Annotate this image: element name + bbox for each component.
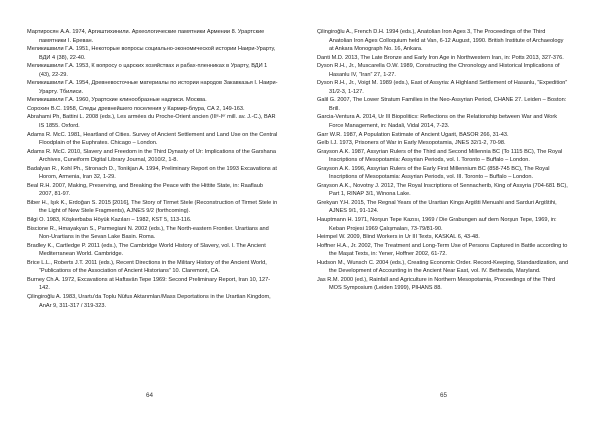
bibliography-entry: Меликишвили Г.А. 1960, Урартские клинообразные надписи. Москва. <box>27 97 207 104</box>
page-number: 64 <box>146 392 154 399</box>
bibliography-entry: Danti M.D. 2013, The Late Bronze and Early Iron Age in Northwestern Iran, in: Potts 2013, 327-376. <box>317 54 564 61</box>
bibliography-entry: Dyson R.H., Jr., Muscarella O.W. 1989, Constructing the Chronology and Historical Implications of Hasanlu IV, “Iran” 27, 1-27. <box>317 63 560 78</box>
bibliography-entry: Adams R. McC. 2010, Slavery and Freedom in the Third Dynasty of Ur: Implications of the Garshana Archives, Cuneiform Digital Library Journal, 2010/2, 1-8. <box>27 148 276 164</box>
bibliography-entry: Grayson A.K., Novotny J. 2012, The Royal Inscriptions of Sennacherib, King of Assyria (704-681 BC), Part 1, RINAP 3/1, Winona Lake. <box>317 182 568 198</box>
right-page <box>300 0 600 425</box>
bibliography-entry: Jas R.M. 2000 (ed.), Rainfall and Agriculture in Northern Mesopotamia, Proceedings of the Third MOS Symposium (Leiden 1999), PIHANS 88. <box>317 276 556 292</box>
bibliography-entry: Меликишвили Г.А. 1953, К вопросу о царских хозяйствах и рабах-пленниках в Урарту, ВДИ 1 (43), 22-29. <box>27 63 268 78</box>
bibliography-entry: Grekyan Y.H. 2015, The Regnal Years of the Urartian Kings Argišti Menuahi and Sarduri Argištihi, AJNES 9/1, 91-124. <box>317 199 557 215</box>
bibliography-entry: Hauptmann H. 1971, Norşun Tepe Kazısı, 1969 / Die Grabungen auf dem Norşun Tepe, 1969, in: Keban Projesi 1969 Çalışmaları, 73-79/81-90. <box>317 217 557 232</box>
bibliography-entry: Brice L.L., Roberts J.T. 2011 (eds.), Recent Directions in the Military History of the Ancient World, “Publications of the Association of Ancient Historians” 10. Claremont, CA. <box>27 259 267 275</box>
bibliography-entry: Badalyan R., Kohl Ph., Stronach D., Tonikjan A. 1994, Preliminary Report on the 1993 Excavations at Horom, Armenia, Iran 32, 1-29. <box>27 165 277 181</box>
bibliography-entry: Gelb I.J. 1973, Prisoners of War in Early Mesopotamia, JNES 32/1-2, 70-98. <box>317 140 506 147</box>
bibliography-entry: Grayson A.K. 1996, Assyrian Rulers of the Early First Millennium BC (858-745 BC), The Royal Inscriptions of Mesopotamia: Assyrian Periods, vol. III. Toronto – Buffalo – London. <box>317 165 550 181</box>
bibliography-entry: Меликишвили Г.А. 1951, Некоторые вопросы социально-экономической истории Наири-Урарту, ВДИ 4 (38), 22-40. <box>27 46 276 61</box>
bibliography-entry: Сорохин В.С. 1958, Следы древнейшего поселения у Кармир-блура, СА 2, 149-163. <box>27 105 245 112</box>
bibliography-entry: Galil G. 2007, The Lower Stratum Families in the Neo-Assyrian Period, CHANE 27. Leiden – Boston: Brill. <box>317 97 567 112</box>
bibliography-column-right <box>317 28 569 293</box>
bibliography-entry: Biscione R., Hmayakyan S., Parmegiani N. 2002 (eds.), The North-eastern Frontier. Urartians and Non-Urartians in the Sevan Lake Basin. Roma. <box>27 225 269 241</box>
bibliography-entry: Çilingiroğlu A., French D.H. 1994 (eds.), Anatolian Iron Ages 3, The Proceedings of the Third Anatolian Iron Ages Colloquium held at Van, 6-12 August, 1990. British Institute of Archaeology at Ankara Monograph No. 16, Ankara. <box>317 29 564 53</box>
bibliography-entry: Bilgi O. 1983, Köşkerbaba Höyük Kazıları – 1982, KST 5, 113-116. <box>27 217 192 224</box>
bibliography-entry: Grayson A.K. 1987, Assyrian Rulers of the Third and Second Millennia BC (To 1115 BC), The Royal Inscriptions of Mesopotamia: Assyrian Periods, vol. I. Toronto – Buffalo – London. <box>317 148 563 164</box>
bibliography-entry: Меликишвили Г.А. 1954, Древневосточные материалы по истории народов Закавказья I. Наири-Урарту. Тбилиси. <box>27 80 278 95</box>
bibliography-entry: Garcia-Ventura A. 2014, Ur III Biopolitics: Reflections on the Relationship between War and Work Force Management, in: Nadali, Vidal 2014, 7-23. <box>317 114 558 130</box>
bibliography-column-left <box>27 28 278 310</box>
bibliography-entry: Beal R.H. 2007, Making, Preserving, and Breaking the Peace with the Hittite State, in: Raaflaub 2007, 81-97. <box>27 182 263 198</box>
bibliography-entry: Abrahami Ph, Battini L. 2008 (eds.), Les armées du Proche-Orient ancien (IIIᵉ-Iᵉʳ mill. av. J.-C.), BAR IS 1855. Oxford. <box>27 114 276 130</box>
page-number: 65 <box>440 392 448 399</box>
bibliography-entry: Hudson M., Wunsch C. 2004 (eds.), Creating Economic Order. Record-Keeping, Standardization, and the Development of Accounting in the Ancient Near East, vol. IV. Bethesda, Maryland. <box>317 259 569 275</box>
bibliography-entry: Hoffner H.A., Jr. 2002, The Treatment and Long-Term Use of Persons Captured in Battle according to the Maşat Texts, in: Yener, Hoffner 2002, 61-72. <box>317 242 568 258</box>
bibliography-entry: Heimpel W. 2009, Blind Workers in Ur III Texts, KASKAL 6, 43-48. <box>317 234 480 241</box>
bibliography-entry: Мартиросян А.А. 1974, Аргиштихинили. Археологические памятники Армении 8. Урартские памятники I. Ереван. <box>27 29 265 44</box>
bibliography-entry: Biber H., Işık K., Erdoğan S. 2015 [2016], The Story of Tirmet Stele (Reconstruction of Tirmet Stele in the Light of New Stele Fragments), AJNES 9/2 (forthcoming). <box>27 199 278 215</box>
bibliography-entry: Çilingiroğlu A. 1983, Urartu’da Toplu Nüfus Aktarımları/Mass Deportations in the Urartian Kingdom, AnAr 9, 311-317 / 319-323. <box>27 293 271 309</box>
bibliography-entry: Burney Ch.A. 1972, Excavations at Haftavān Tepe 1969: Second Preliminary Report, Iran 10, 127-142. <box>27 276 271 292</box>
bibliography-entry: Bradley K., Cartledge P. 2011 (eds.), The Cambridge World History of Slavery, vol. I. The Ancient Mediterranean World. Cambridge. <box>27 242 266 258</box>
bibliography-entry: Adams R. McC. 1981, Heartland of Cities. Survey of Ancient Settlement and Land Use on the Central Floodplain of the Euphrates. Chicago – London. <box>27 131 278 147</box>
bibliography-entry: Dyson R.H., Jr., Voigt M. 1989 (eds.), East of Assyria: A Highland Settlement of Hasanlu, “Expedition” 31/2-3, 1-127. <box>317 80 568 95</box>
bibliography-entry: Garr W.R. 1987, A Population Estimate of Ancient Ugarit, BASOR 266, 31-43. <box>317 131 509 138</box>
